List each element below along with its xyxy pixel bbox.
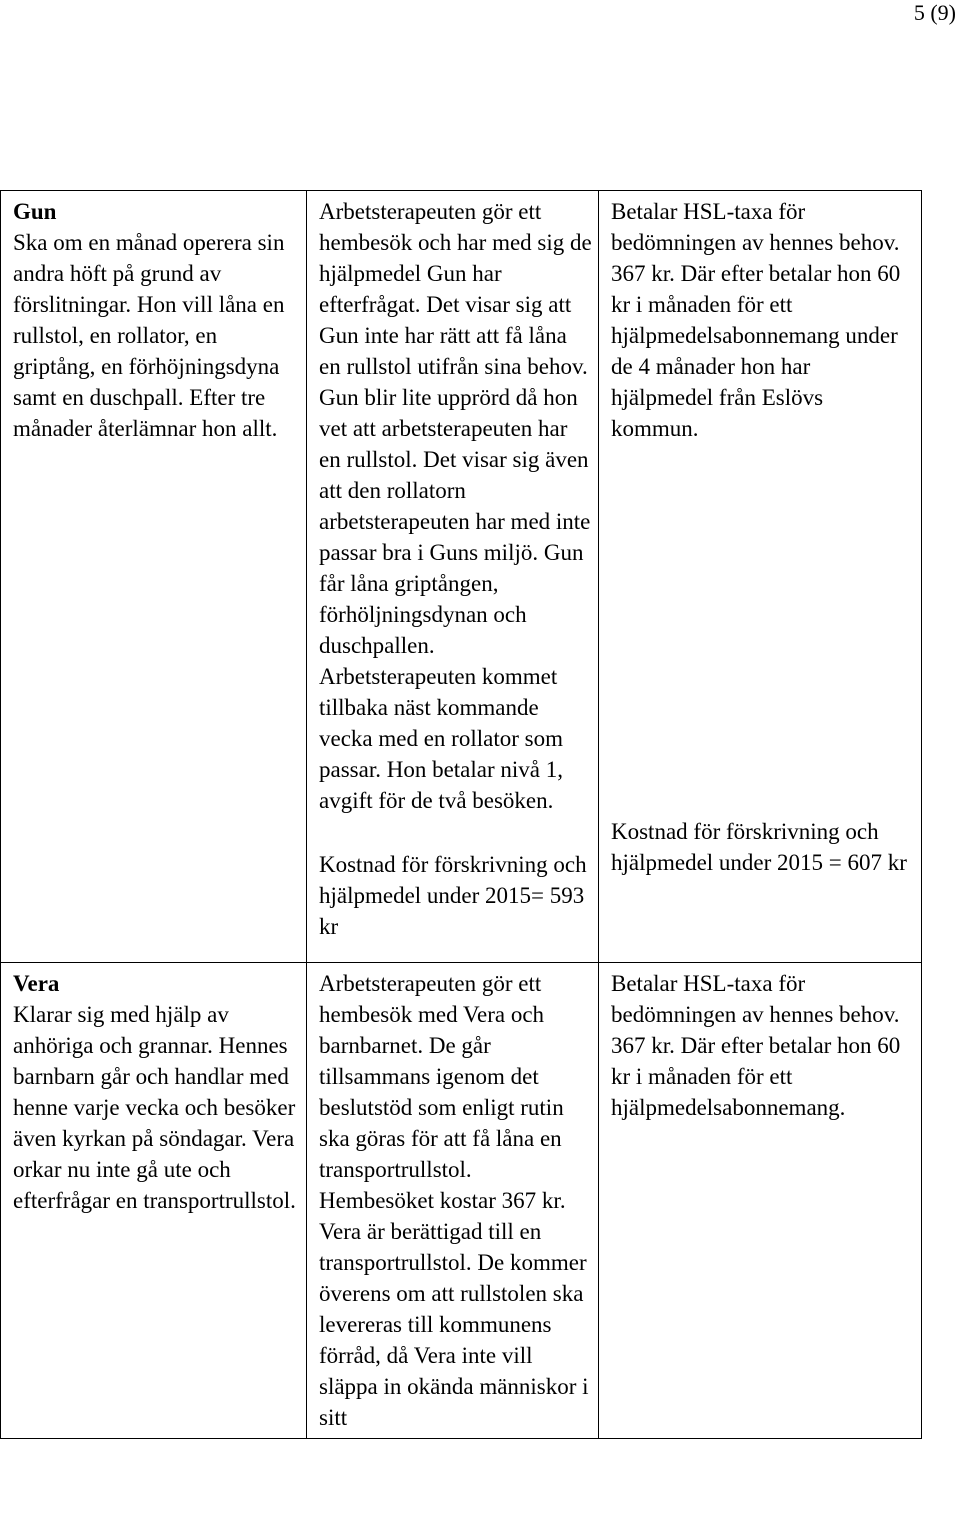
assessment-text: Arbetsterapeuten gör ett hembesök och har med sig de hjälpmedel Gun har efterfrågat. Det visar sig att Gun inte har rätt att få låna en rullstol utifrån sina behov. Gun blir lite upprörd då hon vet att arbetsterapeuten har en rullstol. Det visar sig även att den rollatorn arbetsterapeuten har med inte passar bra i Guns miljö. Gun får låna griptången, förhöljningsdynan och duschpallen. Arbetsterapeuten kommet tillbaka näst kommande vecka med en rollator som passar. Hon betalar nivå 1, avgift för de två besöken. bbox=[319, 199, 592, 813]
payment-cost: Kostnad för förskrivning och hjälpmedel under 2015 = 607 kr bbox=[611, 819, 907, 875]
case-description: Klarar sig med hjälp av anhöriga och grannar. Hennes barnbarn går och handlar med henne varje vecka och besöker även kyrkan på söndagar. Vera orkar nu inte gå ute och efterfrågar en transportrullstol. bbox=[13, 1002, 296, 1213]
assessment-text: Arbetsterapeuten gör ett hembesök med Vera och barnbarnet. De går tillsammans igenom det beslutstöd som enligt rutin ska göras för att få låna en transportrullstol. Hembesöket kostar 367 kr. Vera är berättigad till en transportrullstol. De kommer överens om att rullstolen ska levereras till kommunens förråd, då Vera inte vill släppa in okända människor i sitt bbox=[319, 971, 589, 1430]
assessment-cost: Kostnad för förskrivning och hjälpmedel under 2015= 593 kr bbox=[319, 852, 587, 939]
case-description: Ska om en månad operera sin andra höft på grund av förslitningar. Hon vill låna en rullstol, en rollator, en griptång, en förhöjningsdyna samt en duschpall. Efter tre månader återlämnar hon allt. bbox=[13, 230, 285, 441]
payment-text: Betalar HSL-taxa för bedömningen av hennes behov. 367 kr. Där efter betalar hon 60 kr i månaden för ett hjälpmedelsabonnemang under de 4 månader hon har hjälpmedel från Eslövs kommun. bbox=[611, 199, 901, 441]
cell-vera-payment bbox=[599, 963, 922, 1439]
cell-gun-payment bbox=[599, 191, 922, 963]
payment-text: Betalar HSL-taxa för bedömningen av hennes behov. 367 kr. Där efter betalar hon 60 kr i månaden för ett hjälpmedelsabonnemang. bbox=[611, 971, 901, 1120]
case-name: Vera bbox=[13, 971, 60, 996]
table-row-vera bbox=[1, 963, 922, 1439]
case-table bbox=[0, 190, 922, 1439]
cell-gun-assessment bbox=[307, 191, 599, 963]
page-number: 5 (9) bbox=[913, 0, 956, 25]
cell-gun-description bbox=[1, 191, 307, 963]
cell-vera-assessment bbox=[307, 963, 599, 1439]
cell-vera-description bbox=[1, 963, 307, 1439]
table-row-gun bbox=[1, 191, 922, 963]
case-name: Gun bbox=[13, 199, 57, 224]
